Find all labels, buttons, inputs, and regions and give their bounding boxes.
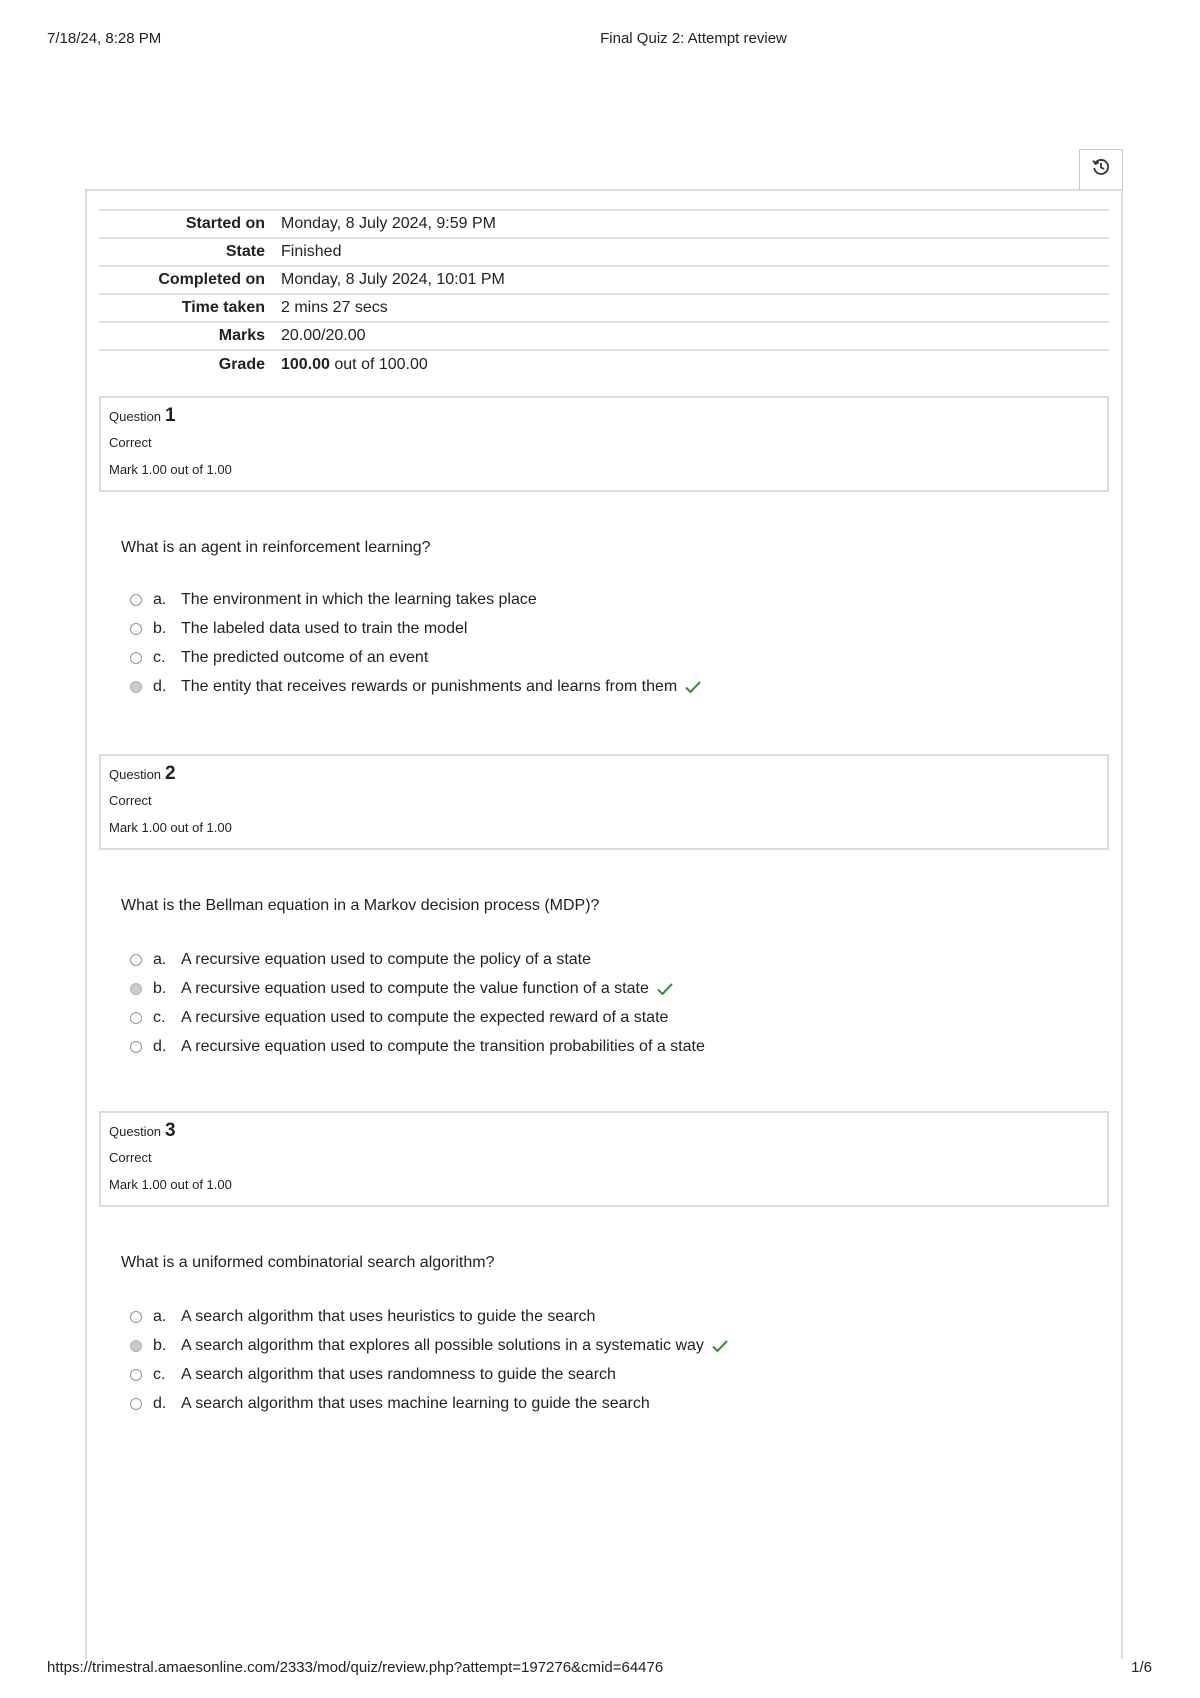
question-state: Correct — [109, 435, 152, 450]
question-label: Question — [109, 767, 162, 782]
answer-text: A search algorithm that uses machine learning to guide the search — [181, 1394, 650, 1412]
answer-letter: b. — [153, 1336, 167, 1354]
answer-letter: a. — [153, 1307, 167, 1325]
summary-value: 20.00/20.00 — [273, 322, 1109, 350]
summary-label: Time taken — [99, 294, 273, 322]
correct-check-icon — [711, 1339, 729, 1353]
question-3-answers — [130, 1302, 729, 1418]
answer-option-d[interactable] — [130, 1389, 729, 1418]
answer-text: A search algorithm that explores all possible solutions in a systematic way — [181, 1336, 704, 1354]
question-grade: Mark 1.00 out of 1.00 — [109, 820, 232, 835]
question-2-answers — [130, 945, 705, 1061]
question-1-text: What is an agent in reinforcement learning? — [121, 539, 431, 556]
correct-check-icon — [656, 982, 674, 996]
answer-option-d[interactable] — [130, 672, 702, 701]
answer-option-b[interactable] — [130, 614, 702, 643]
summary-value — [273, 350, 1109, 378]
answer-option-c[interactable] — [130, 643, 702, 672]
print-date: 7/18/24, 8:28 PM — [47, 30, 162, 47]
answer-text: A recursive equation used to compute the expected reward of a state — [181, 1008, 669, 1026]
answer-option-a[interactable] — [130, 585, 702, 614]
summary-value: Monday, 8 July 2024, 10:01 PM — [273, 266, 1109, 294]
question-grade: Mark 1.00 out of 1.00 — [109, 462, 232, 477]
question-1-info — [99, 396, 1109, 492]
summary-value: Monday, 8 July 2024, 9:59 PM — [273, 210, 1109, 238]
question-number-value: 2 — [165, 763, 176, 784]
question-label: Question — [109, 1124, 162, 1139]
summary-label: Completed on — [99, 266, 273, 294]
question-3-text: What is a uniformed combinatorial search algorithm? — [121, 1254, 495, 1271]
question-number — [109, 405, 1099, 429]
question-number — [109, 1120, 1099, 1144]
summary-row-marks — [99, 322, 1109, 350]
answer-letter: b. — [153, 979, 167, 997]
radio-button[interactable] — [130, 1369, 142, 1381]
radio-button[interactable] — [130, 954, 142, 966]
summary-row-grade — [99, 350, 1109, 378]
radio-button[interactable] — [130, 1012, 142, 1024]
answer-text: A recursive equation used to compute the transition probabilities of a state — [181, 1037, 705, 1055]
radio-button[interactable] — [130, 1311, 142, 1323]
question-state: Correct — [109, 793, 152, 808]
answer-text: The environment in which the learning takes place — [181, 590, 537, 608]
answer-option-a[interactable] — [130, 945, 705, 974]
answer-text: A search algorithm that uses heuristics to guide the search — [181, 1307, 596, 1325]
question-label: Question — [109, 409, 162, 424]
answer-text: The labeled data used to train the model — [181, 619, 468, 637]
summary-row-completed — [99, 266, 1109, 294]
question-1-answers — [130, 585, 702, 701]
summary-label: Grade — [99, 350, 273, 378]
answer-letter: d. — [153, 1037, 167, 1055]
question-number — [109, 763, 1099, 787]
radio-button-selected[interactable] — [130, 1340, 142, 1352]
question-number-value: 1 — [165, 405, 176, 426]
summary-value: Finished — [273, 238, 1109, 266]
answer-option-c[interactable] — [130, 1360, 729, 1389]
answer-text: A search algorithm that uses randomness to guide the search — [181, 1365, 616, 1383]
answer-text: The entity that receives rewards or punishments and learns from them — [181, 677, 678, 695]
correct-check-icon — [684, 680, 702, 694]
radio-button[interactable] — [130, 1398, 142, 1410]
answer-option-d[interactable] — [130, 1032, 705, 1061]
question-2-text: What is the Bellman equation in a Markov decision process (MDP)? — [121, 897, 600, 914]
history-icon — [1091, 157, 1111, 182]
summary-label: State — [99, 238, 273, 266]
answer-text: The predicted outcome of an event — [181, 648, 429, 666]
summary-value: 2 mins 27 secs — [273, 294, 1109, 322]
summary-label: Marks — [99, 322, 273, 350]
radio-button[interactable] — [130, 623, 142, 635]
history-button[interactable] — [1079, 149, 1123, 189]
question-number-value: 3 — [165, 1120, 176, 1141]
radio-button[interactable] — [130, 1041, 142, 1053]
answer-option-a[interactable] — [130, 1302, 729, 1331]
answer-letter: d. — [153, 1394, 167, 1412]
radio-button[interactable] — [130, 594, 142, 606]
answer-text: A recursive equation used to compute the value function of a state — [181, 979, 649, 997]
summary-row-state — [99, 238, 1109, 266]
radio-button-selected[interactable] — [130, 681, 142, 693]
print-title: Final Quiz 2: Attempt review — [600, 30, 787, 47]
question-grade: Mark 1.00 out of 1.00 — [109, 1177, 232, 1192]
question-state: Correct — [109, 1150, 152, 1165]
question-2-info — [99, 754, 1109, 850]
answer-option-b[interactable] — [130, 1331, 729, 1360]
answer-letter: c. — [153, 648, 166, 666]
grade-out-of: out of 100.00 — [329, 355, 428, 373]
answer-letter: c. — [153, 1008, 166, 1026]
summary-row-started — [99, 210, 1109, 238]
radio-button-selected[interactable] — [130, 983, 142, 995]
grade-value: 100.00 — [281, 355, 330, 373]
radio-button[interactable] — [130, 652, 142, 664]
answer-letter: a. — [153, 590, 167, 608]
attempt-summary-table — [99, 209, 1109, 378]
answer-option-c[interactable] — [130, 1003, 705, 1032]
summary-row-time-taken — [99, 294, 1109, 322]
answer-letter: d. — [153, 677, 167, 695]
question-3-info — [99, 1111, 1109, 1207]
answer-letter: a. — [153, 950, 167, 968]
answer-text: A recursive equation used to compute the policy of a state — [181, 950, 592, 968]
summary-label: Started on — [99, 210, 273, 238]
answer-option-b[interactable] — [130, 974, 705, 1003]
answer-letter: c. — [153, 1365, 166, 1383]
answer-letter: b. — [153, 619, 167, 637]
print-page-number: 1/6 — [1131, 1659, 1152, 1676]
print-url: https://trimestral.amaesonline.com/2333/mod/quiz/review.php?attempt=197276&cmid=64476 — [47, 1659, 664, 1676]
